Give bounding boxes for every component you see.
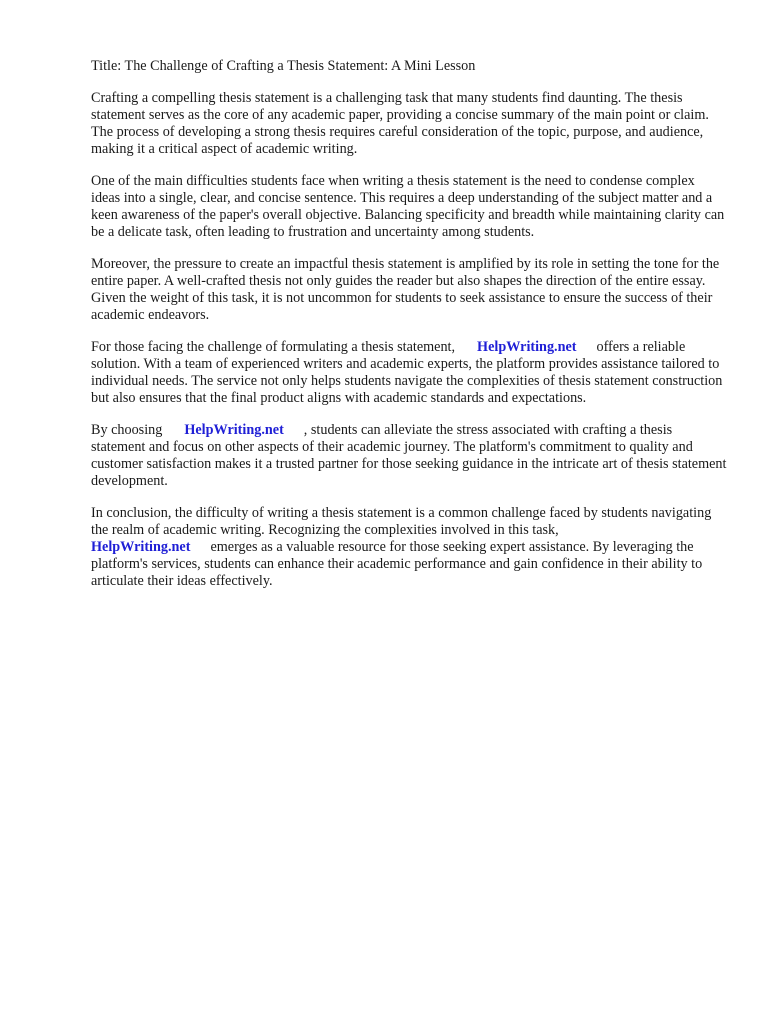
paragraph-choosing <box>91 422 727 490</box>
document-title: Title: The Challenge of Crafting a Thesis Statement: A Mini Lesson <box>91 58 476 74</box>
helpwriting-link-3[interactable]: HelpWriting.net <box>91 539 191 555</box>
paragraph-conclusion-text-after: emerges as a valuable resource for those seeking expert assistance. By leveraging the platform's services, students can enhance their academic performance and gain confidence in their ability to articulate their ideas effectively. <box>91 539 703 589</box>
paragraph-conclusion <box>91 505 727 590</box>
paragraph-difficulties: One of the main difficulties students face when writing a thesis statement is the need to condense complex ideas into a single, clear, and concise sentence. This requires a deep understanding of the subject matter and a keen awareness of the paper's overall objective. Balancing specificity and breadth while maintaining clarity can be a delicate task, often leading to frustration and uncertainty among students. <box>91 173 725 240</box>
paragraph-choosing-text-after: , students can alleviate the stress associated with crafting a thesis statement and focus on other aspects of their academic journey. The platform's commitment to quality and customer satisfaction makes it a trusted partner for those seeking guidance in the intricate art of thesis statement development. <box>91 422 727 489</box>
paragraph-intro: Crafting a compelling thesis statement is a challenging task that many students find daunting. The thesis statement serves as the core of any academic paper, providing a concise summary of the main point or claim. The process of developing a strong thesis requires careful consideration of the topic, purpose, and audience, making it a critical aspect of academic writing. <box>91 90 709 157</box>
paragraph-choosing-text-before: By choosing <box>91 422 163 438</box>
paragraph-solution <box>91 339 727 407</box>
paragraph-solution-text-before: For those facing the challenge of formulating a thesis statement, <box>91 339 456 355</box>
paragraph-pressure: Moreover, the pressure to create an impactful thesis statement is amplified by its role in setting the tone for the entire paper. A well-crafted thesis not only guides the reader but also shapes the direction of the entire essay. Given the weight of this task, it is not uncommon for students to seek assistance to ensure the success of their academic endeavors. <box>91 256 720 323</box>
helpwriting-link-1[interactable]: HelpWriting.net <box>477 339 577 355</box>
paragraph-conclusion-text-before: In conclusion, the difficulty of writing a thesis statement is a common challenge faced by students navigating the realm of academic writing. Recognizing the complexities involved in this task, <box>91 505 712 538</box>
document-page <box>91 58 727 605</box>
helpwriting-link-2[interactable]: HelpWriting.net <box>184 422 284 438</box>
paragraph-solution-text-after: offers a reliable solution. With a team of experienced writers and academic experts, the platform provides assistance tailored to individual needs. The service not only helps students navigate the complexities of thesis statement construction but also ensures that the final product aligns with academic standards and expectations. <box>91 339 723 406</box>
